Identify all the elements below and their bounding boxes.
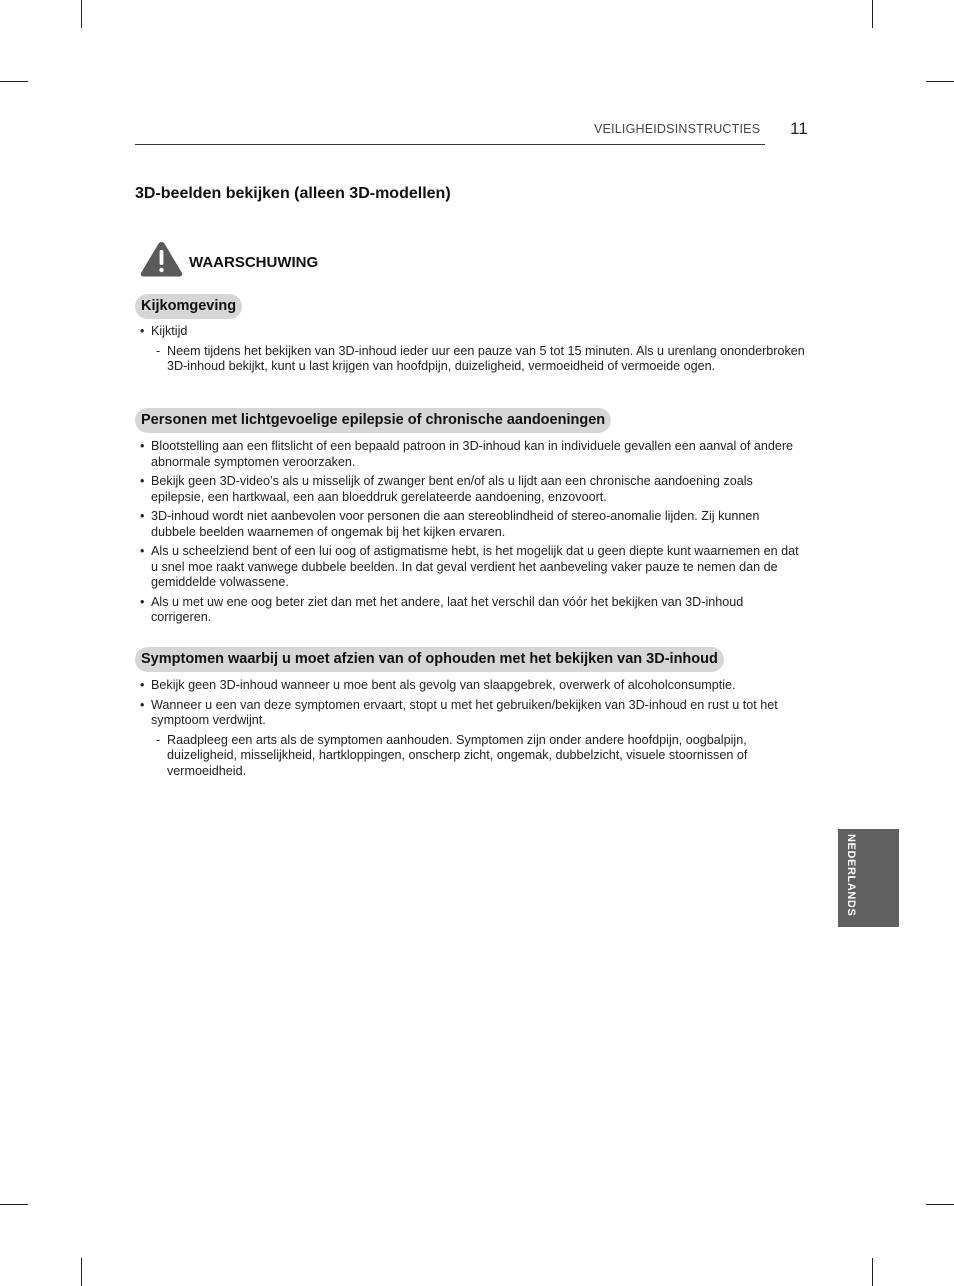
sub-list-item: - Raadpleeg een arts als de symptomen aanhouden. Symptomen zijn onder andere hoofdpijn, oogbalpijn, duizeligheid, misselijkheid, hartkloppingen, onscherp zicht, ongemak, dubbelzicht, visuele stoornissen of vermoeidheid. (140, 733, 805, 780)
section-title: 3D-beelden bekijken (alleen 3D-modellen) (135, 185, 451, 202)
subsection-heading-epilepsie: Personen met lichtgevoelige epilepsie of chronische aandoeningen (135, 408, 611, 433)
page-number: 11 (790, 119, 808, 138)
crop-mark (81, 0, 82, 28)
running-head: VEILIGHEIDSINSTRUCTIES (594, 122, 761, 136)
language-side-tab (838, 829, 899, 927)
list-item: • Wanneer u een van deze symptomen ervaart, stopt u met het gebruiken/bekijken van 3D-inhoud en rust u tot het symptoom verdwijnt. (140, 698, 805, 729)
list-item: • Als u met uw ene oog beter ziet dan met het andere, laat het verschil dan vóór het bekijken van 3D-inhoud corrigeren. (140, 595, 805, 626)
list-item: • Blootstelling aan een flitslicht of een bepaald patroon in 3D-inhoud kan in individuele gevallen een aanval of andere abnormale symptomen veroorzaken. (140, 439, 805, 470)
crop-mark (872, 1258, 873, 1286)
subsection-body (140, 439, 805, 630)
warning-heading (139, 240, 318, 278)
crop-mark (872, 0, 873, 28)
list-item: • Bekijk geen 3D-inhoud wanneer u moe bent als gevolg van slaapgebrek, overwerk of alcoholconsumptie. (140, 678, 805, 694)
subsection-heading-symptomen: Symptomen waarbij u moet afzien van of ophouden met het bekijken van 3D-inhoud (135, 647, 724, 672)
warning-label: WAARSCHUWING (189, 253, 319, 271)
list-item: • Bekijk geen 3D-video’s als u misselijk of zwanger bent en/of als u lijdt aan een chronische aandoening zoals epilepsie, een hartkwaal, een aan bloeddruk gerelateerde aandoening, enzovoort. (140, 474, 805, 505)
crop-mark (0, 81, 28, 82)
subsection-body (140, 324, 805, 379)
crop-mark (926, 81, 954, 82)
sub-list-item: - Neem tijdens het bekijken van 3D-inhoud ieder uur een pauze van 5 tot 15 minuten. Als u urenlang ononderbroken 3D-inhoud bekijkt, kunt u last krijgen van hoofdpijn, duizeligheid, vermoeidheid of vermoeide ogen. (140, 344, 805, 375)
list-item: • Als u scheelziend bent of een lui oog of astigmatisme hebt, is het mogelijk dat u geen diepte kunt waarnemen en dat u snel moe raakt vanwege dubbele beelden. In dat geval verdient het aanbeveling vaker pauze te nemen dan de gemiddelde volwassene. (140, 544, 805, 591)
header-divider (135, 144, 765, 145)
language-side-tab-label: NEDERLANDS (845, 834, 857, 917)
subsection-heading-kijkomgeving: Kijkomgeving (135, 294, 242, 319)
subsection-body (140, 678, 805, 783)
crop-mark (0, 1204, 28, 1205)
warning-triangle-icon (139, 240, 184, 278)
list-item: • 3D-inhoud wordt niet aanbevolen voor personen die aan stereoblindheid of stereo-anomalie lijden. Zij kunnen dubbele beelden waarnemen of ongemak bij het kijken ervaren. (140, 509, 805, 540)
list-item: • Kijktijd (140, 324, 805, 340)
crop-mark (81, 1258, 82, 1286)
crop-mark (926, 1204, 954, 1205)
